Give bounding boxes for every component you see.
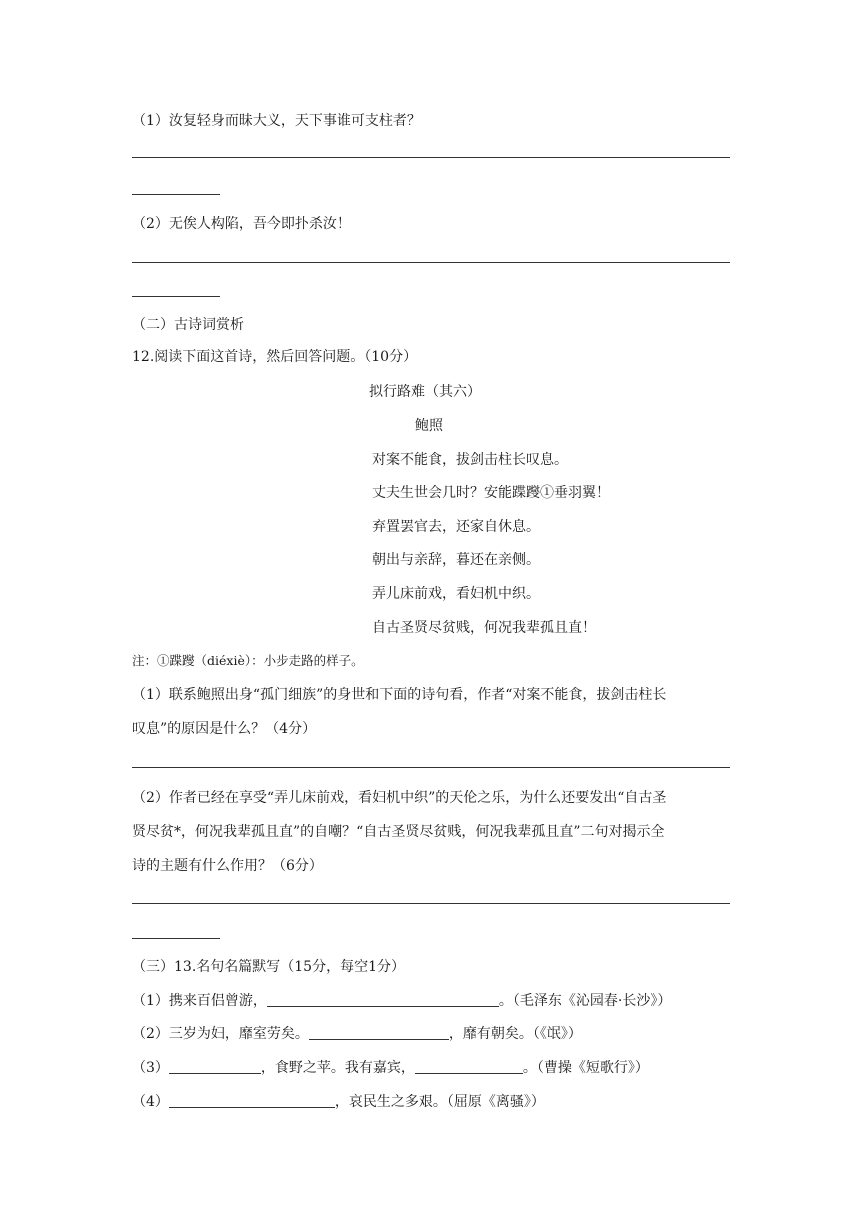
- q12-2-line-1: （2）作者已经在享受“弄儿床前戏，看妇机中织”的天伦之乐，为什么还要发出“自古圣: [132, 790, 667, 806]
- section-heading: （三）13.名句名篇默写（15分，每空1分）: [132, 959, 405, 975]
- fill-text: （3）: [132, 1060, 169, 1076]
- q12-prompt: 12.阅读下面这首诗，然后回答问题。（10分）: [132, 349, 418, 365]
- poem-line: 朝出与亲辞，暮还在亲侧。: [372, 552, 540, 568]
- fill-item-2: [132, 1024, 582, 1044]
- fill-text: 。（曹操《短歌行》）: [522, 1060, 649, 1076]
- fill-text: 。（毛泽东《沁园春·长沙》）: [498, 993, 672, 1009]
- q12-1-line-2: 叹息”的原因是什么？（4分）: [132, 721, 317, 737]
- fill-blank[interactable]: [169, 1059, 261, 1074]
- fill-text: ，靡有朝矣。（《氓》）: [448, 1026, 582, 1042]
- poem-line: 自古圣贤尽贫贱，何况我辈孤且直！: [372, 620, 596, 636]
- answer-line: [132, 767, 730, 768]
- poem-line: 弄儿床前戏，看妇机中织。: [372, 586, 540, 602]
- fill-blank[interactable]: [415, 1059, 523, 1074]
- footnote: 注：①蹀躞（diéxiè）：小步走路的样子。: [132, 653, 364, 668]
- answer-line: [132, 262, 730, 263]
- answer-line: [132, 938, 220, 939]
- poem-line: 对案不能食，拔剑击柱长叹息。: [372, 452, 568, 468]
- poem-line: 丈夫生世会几时？安能蹀躞①垂羽翼！: [372, 485, 610, 501]
- fill-blank[interactable]: [309, 1025, 449, 1040]
- fill-item-1: [132, 991, 671, 1011]
- q11-item-1: （1）汝复轻身而昧大义，天下事谁可支柱者？: [132, 113, 421, 129]
- q12-2-line-3: 诗的主题有什么作用？（6分）: [132, 858, 323, 874]
- poem-line: 弃置罢官去，还家自休息。: [372, 519, 540, 535]
- answer-line: [132, 157, 730, 158]
- poem-title: 拟行路难（其六）: [369, 384, 481, 400]
- fill-text: （2）三岁为妇，靡室劳矣。: [132, 1026, 309, 1042]
- fill-item-3: [132, 1058, 649, 1078]
- answer-line: [132, 296, 220, 297]
- fill-text: （4）: [132, 1094, 169, 1110]
- fill-item-4: [132, 1092, 545, 1112]
- fill-text: ，食野之苹。我有嘉宾，: [260, 1060, 415, 1076]
- q12-1-line-1: （1）联系鲍照出身“孤门细族”的身世和下面的诗句看，作者“对案不能食，拔剑击柱长: [132, 687, 667, 703]
- q11-item-2: （2）无俟人构陷，吾今即扑杀汝！: [132, 216, 351, 232]
- answer-line: [132, 903, 730, 904]
- section-heading: （二）古诗词赏析: [132, 317, 244, 333]
- fill-blank[interactable]: [267, 992, 499, 1007]
- fill-text: ，哀民生之多艰。（屈原《离骚》）: [334, 1094, 545, 1110]
- answer-line: [132, 194, 220, 195]
- q12-2-line-2: 贤尽贫*，何况我辈孤且直”的自嘲？“自古圣贤尽贫贱，何况我辈孤且直”二句对揭示全: [132, 824, 665, 840]
- poem-author: 鲍照: [415, 418, 443, 434]
- fill-blank[interactable]: [169, 1093, 335, 1108]
- fill-text: （1）携来百侣曾游，: [132, 993, 267, 1009]
